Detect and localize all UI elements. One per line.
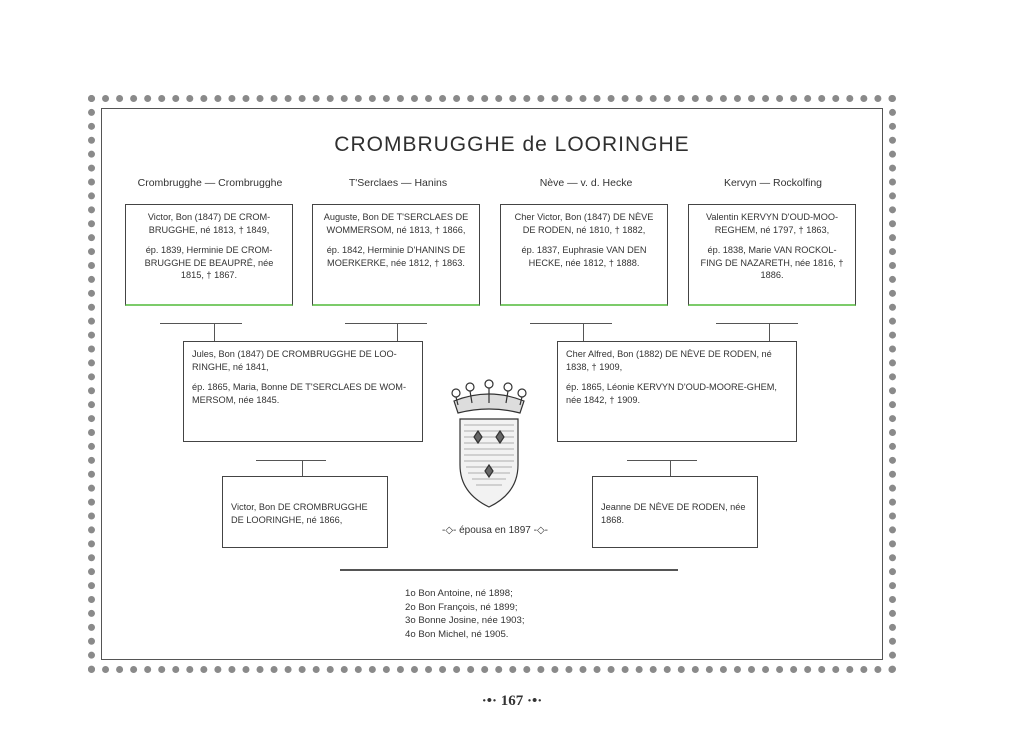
grandparents-4-wife: ép. 1838, Marie VAN ROCKOL-FING DE NAZARETH, née 1816, † 1886.: [700, 245, 844, 280]
wife-entry: Jeanne DE NÈVE DE RODEN, née 1868.: [601, 502, 746, 525]
grandparents-box-2: [312, 204, 480, 306]
grandparents-4-husband: Valentin KERVYN D'OUD-MOO-REGHEM, né 1797, † 1863,: [705, 212, 839, 235]
connector-line: [302, 460, 303, 476]
connector-line: [160, 323, 242, 324]
grandparents-3-husband: Cher Victor, Bon (1847) DE NÈVE DE RODEN, né 1810, † 1882,: [514, 212, 654, 235]
coat-of-arms: [448, 375, 530, 511]
ornament-icon: -◇-: [533, 525, 548, 536]
ornament-icon: ·•·: [481, 693, 497, 709]
grandparents-1-wife: ép. 1839, Herminie DE CROM-BRUGGHE DE BEAUPRÉ, née 1815, † 1867.: [144, 245, 274, 280]
wife-box: [592, 476, 758, 548]
page-number-value: 167: [500, 693, 524, 709]
children-list: [405, 587, 525, 641]
page-number: [0, 693, 1024, 710]
grandparents-1-husband: Victor, Bon (1847) DE CROM-BRUGGHE, né 1813, † 1849,: [147, 212, 271, 235]
connector-line: [256, 460, 326, 461]
parents-1-husband: Jules, Bon (1847) DE CROMBRUGGHE DE LOO-RINGHE, né 1841,: [192, 349, 397, 372]
child-entry: 3o Bonne Josine, née 1903;: [405, 615, 525, 626]
connector-line: [583, 323, 584, 341]
connector-line: [670, 460, 671, 476]
husband-box: [222, 476, 388, 548]
connector-line: [345, 323, 427, 324]
parents-2-husband: Cher Alfred, Bon (1882) DE NÈVE DE RODEN, né 1838, † 1909,: [566, 349, 772, 372]
marriage-text: épousa en 1897: [459, 525, 531, 536]
page-title: CROMBRUGGHE de LOORINGHE: [334, 133, 690, 156]
marriage-label: [420, 525, 570, 536]
child-entry: 2o Bon François, né 1899;: [405, 601, 518, 613]
column-head-2: T'Serclaes — Hanins: [348, 177, 448, 189]
connector-line: [769, 323, 770, 341]
children-separator: [340, 569, 678, 571]
grandparents-box-1: [125, 204, 293, 306]
ornament-icon: -◇-: [441, 525, 457, 536]
parents-box-1: [183, 341, 423, 442]
grandparents-2-wife: ép. 1842, Herminie D'HANINS DE MOERKERKE, née 1812, † 1863.: [326, 245, 466, 268]
husband-entry: Victor, Bon DE CROMBRUGGHE DE LOORINGHE, né 1866,: [231, 502, 368, 525]
grandparents-box-3: [500, 204, 668, 306]
connector-line: [716, 323, 798, 324]
child-entry: 1o Bon Antoine, né 1898;: [405, 588, 513, 599]
grandparents-3-wife: ép. 1837, Euphrasie VAN DEN HECKE, née 1812, † 1888.: [521, 245, 647, 268]
connector-line: [530, 323, 612, 324]
parents-2-wife: ép. 1865, Léonie KERVYN D'OUD-MOORE-GHEM, née 1842, † 1909.: [566, 382, 777, 405]
connector-line: [397, 323, 398, 341]
grandparents-box-4: [688, 204, 856, 306]
parents-box-2: [557, 341, 797, 442]
ornament-icon: ·•·: [527, 693, 543, 709]
grandparents-2-husband: Auguste, Bon DE T'SERCLAES DE WOMMERSOM, né 1813, † 1866,: [323, 212, 469, 235]
child-entry: 4o Bon Michel, né 1905.: [405, 628, 509, 640]
column-head-4: Kervyn — Rockolfing: [723, 177, 823, 189]
parents-1-wife: ép. 1865, Maria, Bonne DE T'SERCLAES DE WOM-MERSOM, née 1845.: [192, 382, 406, 405]
column-head-1: Crombrugghe — Crombrugghe: [137, 177, 283, 189]
connector-line: [627, 460, 697, 461]
connector-line: [214, 323, 215, 341]
coat-of-arms-icon: [448, 375, 530, 511]
column-head-3: Nève — v. d. Hecke: [539, 177, 633, 189]
